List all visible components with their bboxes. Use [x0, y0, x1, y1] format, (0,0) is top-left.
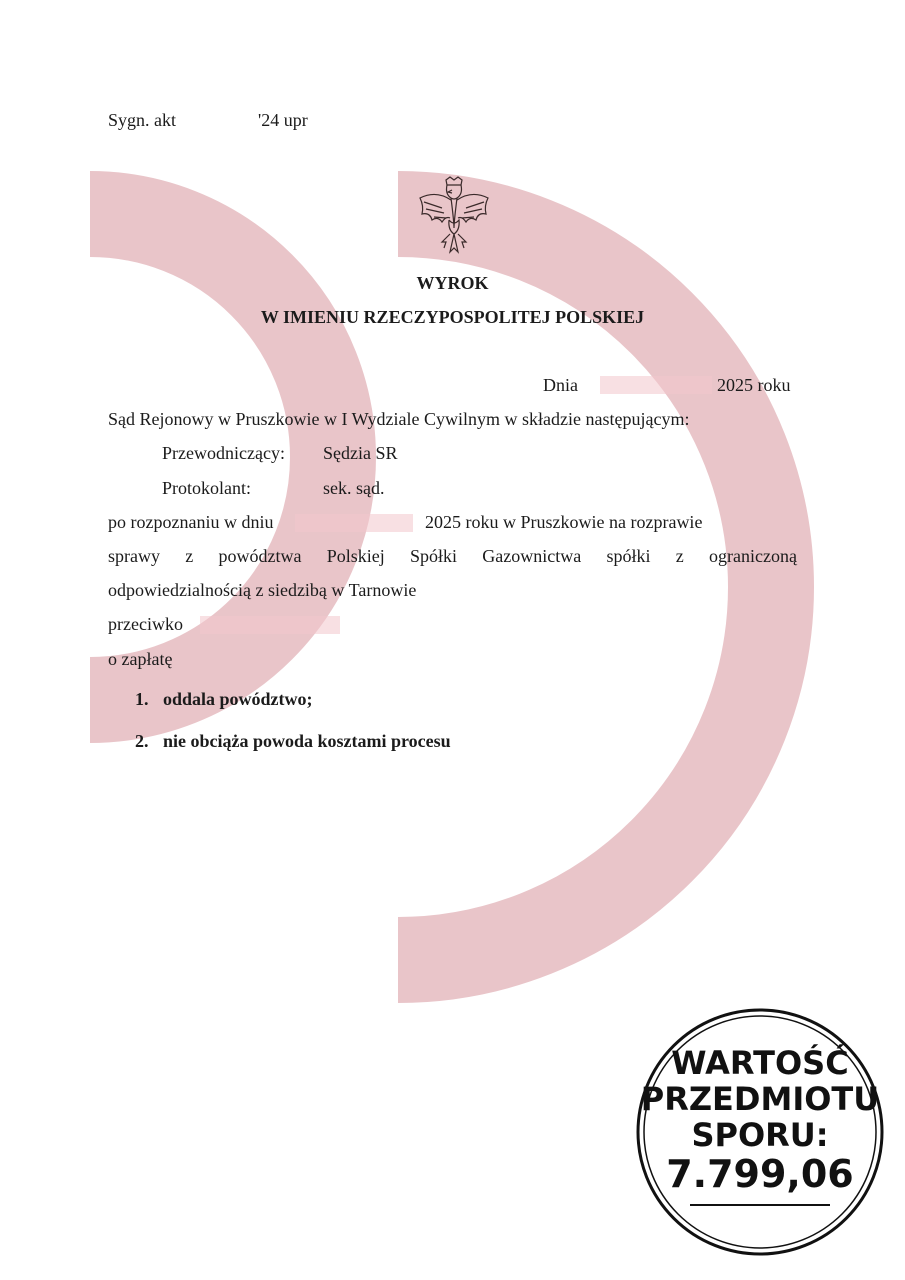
stamp-line-3: SPORU:	[691, 1116, 829, 1154]
case-line-1: sprawy z powództwa Polskiej Spółki Gazownictwa spółki z ograniczoną	[108, 546, 797, 566]
ruling-1-number: 1.	[135, 689, 149, 709]
redacted-hearing-date	[295, 514, 413, 532]
clerk-label: Protokolant:	[162, 478, 251, 498]
case-line-2: odpowiedzialnością z siedzibą w Tarnowie	[108, 580, 417, 600]
stamp-line-2: PRZEDMIOTU	[640, 1080, 880, 1118]
hearing-suffix: 2025 roku w Pruszkowie na rozprawie	[425, 512, 703, 532]
ruling-2-text: nie obciąża powoda kosztami procesu	[163, 731, 451, 751]
polish-eagle-emblem-icon	[416, 176, 492, 258]
hearing-prefix: po rozpoznaniu w dniu	[108, 512, 274, 532]
clerk-value: sek. sąd.	[323, 478, 385, 498]
court-line: Sąd Rejonowy w Pruszkowie w I Wydziale Cywilnym w składzie następującym:	[108, 409, 690, 429]
stamp-amount: 7.799,06	[666, 1152, 854, 1196]
against-label: przeciwko	[108, 614, 183, 634]
subject: o zapłatę	[108, 649, 173, 669]
signature-suffix: '24 upr	[258, 110, 308, 130]
stamp-line-1: WARTOŚĆ	[671, 1044, 849, 1082]
redacted-date	[600, 376, 712, 394]
date-label: Dnia	[543, 375, 578, 395]
value-of-dispute-stamp	[635, 1007, 885, 1257]
case-signature	[108, 109, 176, 131]
ruling-1-text: oddala powództwo;	[163, 689, 313, 709]
signature-label: Sygn. akt	[108, 110, 177, 130]
document-subtitle: W IMIENIU RZECZYPOSPOLITEJ POLSKIEJ	[260, 307, 645, 327]
redacted-defendant	[200, 616, 340, 634]
ruling-2-number: 2.	[135, 731, 149, 751]
date-year: 2025 roku	[717, 375, 791, 395]
chair-label: Przewodniczący:	[162, 443, 285, 463]
chair-value: Sędzia SR	[323, 443, 398, 463]
document-title: WYROK	[416, 273, 489, 293]
